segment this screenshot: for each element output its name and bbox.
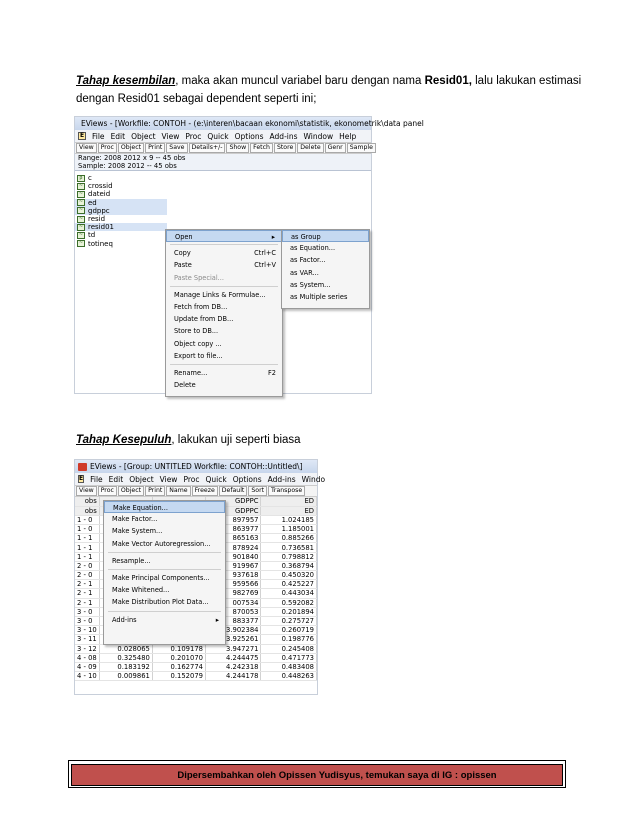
table-cell[interactable]: 0.109178 — [152, 644, 205, 653]
toolbar-print-button[interactable]: Print — [145, 486, 165, 496]
table-cell[interactable]: 937618 — [205, 571, 261, 580]
table-cell[interactable]: 897957 — [205, 515, 261, 524]
menu-item-label: Object copy ... — [174, 339, 222, 348]
table-cell[interactable]: 0.152079 — [152, 672, 205, 681]
table-cell[interactable]: 0.201070 — [152, 653, 205, 662]
object-item-c[interactable] — [75, 174, 167, 182]
table-cell[interactable]: 0.183192 — [99, 662, 152, 671]
footer-band — [71, 764, 563, 786]
object-name: dateid — [88, 190, 111, 199]
menu-bar — [75, 130, 371, 142]
menu-view[interactable]: View — [159, 474, 178, 484]
submenu-item-as-factor[interactable] — [282, 254, 369, 266]
proc-item-label: Make Factor... — [112, 515, 158, 524]
object-name: totineq — [88, 239, 113, 248]
group-window-title: EViews - [Group: UNTITLED Workfile: CONTOH::Untitled\] — [90, 462, 303, 471]
table-cell[interactable]: 883377 — [205, 616, 261, 625]
menu-item-rename[interactable] — [166, 367, 282, 379]
toolbar-sort-button[interactable]: Sort — [248, 486, 267, 496]
proc-item-label: Make Vector Autoregression... — [112, 539, 211, 548]
submenu-item-as-equation[interactable] — [282, 242, 369, 254]
table-row — [75, 672, 317, 681]
menu-addins[interactable]: Add-ins — [269, 131, 298, 141]
object-name: resid — [88, 215, 106, 224]
proc-item-label: Make Principal Components... — [112, 573, 210, 582]
table-cell[interactable]: 0.245408 — [261, 644, 317, 653]
menu-item-manage-links-formulae[interactable] — [166, 289, 282, 301]
table-cell[interactable]: 0.198776 — [261, 635, 317, 644]
toolbar-view-button[interactable]: View — [76, 486, 97, 496]
open-submenu — [281, 229, 370, 309]
footer-text: Dipersembahkan oleh Opissen Yudisyus, temukan saya di IG : opissen — [177, 770, 497, 781]
submenu-label: as VAR... — [290, 268, 319, 277]
menu-proc[interactable]: Proc — [185, 131, 202, 141]
menu-separator — [108, 552, 221, 553]
object-item-crossid[interactable] — [75, 182, 167, 190]
object-item-gdppc[interactable] — [75, 207, 167, 215]
proc-menu — [103, 500, 226, 645]
submenu-item-as-system[interactable] — [282, 279, 369, 291]
toolbar-object-button[interactable]: Object — [118, 486, 144, 496]
series-icon: ~ — [78, 215, 84, 222]
menu-item-shortcut: Ctrl+C — [254, 249, 276, 258]
table-row — [75, 653, 317, 662]
table-cell[interactable]: 0.425227 — [261, 580, 317, 589]
table-cell[interactable]: 0.275727 — [261, 616, 317, 625]
table-cell[interactable]: 007534 — [205, 598, 261, 607]
menu-item-open[interactable] — [166, 230, 282, 242]
proc-item-make-equation[interactable] — [104, 501, 225, 513]
table-cell[interactable]: 870053 — [205, 607, 261, 616]
object-item-resid[interactable] — [75, 215, 167, 223]
proc-item-make-whitened[interactable] — [104, 584, 225, 596]
table-cell[interactable]: 0.448263 — [261, 672, 317, 681]
object-item-td[interactable] — [75, 231, 167, 239]
proc-item-make-system[interactable] — [104, 525, 225, 537]
toolbar-view-button[interactable]: View — [76, 143, 97, 153]
toolbar-fetch-button[interactable]: Fetch — [250, 143, 273, 153]
row-label[interactable]: 2 - 0 — [75, 571, 99, 580]
table-cell[interactable]: 4.244178 — [205, 672, 261, 681]
row-label[interactable]: 4 - 10 — [75, 672, 99, 681]
menu-windo[interactable]: Windo — [301, 474, 326, 484]
toolbar-sample-button[interactable]: Sample — [347, 143, 376, 153]
menu-separator — [108, 569, 221, 570]
column-header[interactable]: obs — [75, 506, 99, 515]
menu-separator — [170, 286, 278, 287]
eviews-workfile-screenshot — [74, 116, 424, 394]
table-cell[interactable]: 0.162774 — [152, 662, 205, 671]
submenu-item-as-var[interactable] — [282, 267, 369, 279]
proc-item-add-ins[interactable] — [104, 614, 225, 626]
proc-item-label: Make System... — [112, 527, 163, 536]
object-list — [75, 174, 167, 248]
toolbar-transpose-button[interactable]: Transpose — [268, 486, 305, 496]
proc-item-make-vector-autoregression[interactable] — [104, 538, 225, 550]
menu-quick[interactable]: Quick — [205, 474, 227, 484]
menu-item-label: Open — [175, 233, 193, 241]
object-context-menu — [165, 229, 283, 397]
menu-options[interactable]: Options — [234, 131, 264, 141]
column-header[interactable]: GDPPC — [205, 506, 261, 515]
submenu-label: as Equation... — [290, 244, 336, 253]
series-icon: ~ — [78, 191, 84, 197]
group-toolbar — [75, 485, 317, 497]
object-name: crossid — [88, 182, 113, 191]
series-icon: ~ — [78, 207, 84, 214]
menu-file[interactable]: File — [90, 474, 103, 484]
group-menu-bar — [75, 473, 326, 485]
table-cell[interactable]: 0.260719 — [261, 626, 317, 635]
series-icon: ~ — [78, 199, 84, 206]
table-cell[interactable]: 0.201894 — [261, 607, 317, 616]
range-text: Range: 2008 2012 x 9 -- 45 obs — [78, 154, 186, 162]
series-icon: ~ — [78, 240, 84, 247]
table-cell[interactable]: 0.368794 — [261, 561, 317, 570]
menu-item-export-to-file[interactable] — [166, 350, 282, 362]
submenu-label: as Multiple series — [290, 292, 348, 301]
step9-text-b: lalu lakukan estimasi — [471, 75, 582, 87]
row-label[interactable]: 2 - 1 — [75, 580, 99, 589]
window-title: EViews - [Workfile: CONTOH - (e:\interen\bacaan ekonomi\statistik, ekonometrik\data panel — [81, 119, 424, 128]
window-titlebar — [75, 117, 424, 130]
object-item-dateid[interactable] — [75, 190, 167, 198]
proc-item-make-factor[interactable] — [104, 513, 225, 525]
column-header[interactable]: obs — [75, 497, 99, 506]
toolbar-default-button[interactable]: Default — [219, 486, 248, 496]
menu-item-label: Paste — [174, 261, 192, 270]
table-cell[interactable]: 0.443034 — [261, 589, 317, 598]
column-header[interactable]: ED — [261, 506, 317, 515]
menu-separator — [170, 364, 278, 365]
table-cell[interactable]: 982769 — [205, 589, 261, 598]
toolbar-delete-button[interactable]: Delete — [297, 143, 323, 153]
step9-paragraph — [76, 72, 581, 108]
row-label[interactable]: 1 - 0 — [75, 525, 99, 534]
object-item-resid01[interactable] — [75, 223, 167, 231]
table-cell[interactable]: 0.885266 — [261, 534, 317, 543]
menu-item-store-to-db[interactable] — [166, 325, 282, 337]
row-label[interactable]: 1 - 1 — [75, 552, 99, 561]
table-cell[interactable]: 863977 — [205, 525, 261, 534]
step9-text-a: , maka akan muncul variabel baru dengan nama — [175, 75, 425, 87]
table-row — [75, 662, 317, 671]
menu-addins[interactable]: Add-ins — [267, 474, 296, 484]
workfile-icon: E — [79, 132, 85, 139]
row-label[interactable]: 3 - 11 — [75, 635, 99, 644]
menu-separator — [170, 244, 278, 245]
submenu-label: as Group — [291, 233, 321, 241]
eviews-group-screenshot — [74, 459, 326, 695]
menu-item-shortcut: ▸ — [271, 233, 275, 241]
menu-help[interactable]: Help — [339, 131, 357, 141]
menu-file[interactable]: File — [92, 131, 105, 141]
menu-object[interactable]: Object — [129, 474, 154, 484]
menu-item-label: Paste Special... — [174, 273, 224, 282]
object-item-ed[interactable] — [75, 199, 167, 207]
table-cell[interactable]: 0.736581 — [261, 543, 317, 552]
toolbar-store-button[interactable]: Store — [274, 143, 296, 153]
table-cell[interactable]: 865163 — [205, 534, 261, 543]
table-cell[interactable]: 901840 — [205, 552, 261, 561]
row-label[interactable]: 2 - 0 — [75, 561, 99, 570]
coef-icon: β — [77, 175, 85, 182]
series-icon: ~ — [78, 223, 84, 230]
toolbar-freeze-button[interactable]: Freeze — [192, 486, 218, 496]
row-label[interactable]: 1 - 1 — [75, 543, 99, 552]
row-label[interactable]: 2 - 1 — [75, 589, 99, 598]
row-label[interactable]: 3 - 0 — [75, 616, 99, 625]
step9-lead: Tahap kesembilan — [76, 75, 176, 87]
proc-item-label: Make Equation... — [113, 504, 168, 512]
menu-item-delete[interactable] — [166, 379, 282, 391]
table-cell[interactable]: 3.947271 — [205, 644, 261, 653]
page-footer — [68, 760, 566, 788]
menu-edit[interactable]: Edit — [108, 474, 124, 484]
menu-item-shortcut: F2 — [268, 368, 276, 377]
toolbar-object-button[interactable]: Object — [118, 143, 144, 153]
toolbar-genr-button[interactable]: Genr — [325, 143, 346, 153]
proc-item-label: Make Whitened... — [112, 586, 170, 595]
menu-item-shortcut: Ctrl+V — [254, 261, 276, 270]
toolbar-save-button[interactable]: Save — [166, 143, 187, 153]
proc-item-label: Resample... — [112, 556, 151, 565]
chevron-right-icon: ▸ — [215, 615, 219, 624]
toolbar-show-button[interactable]: Show — [226, 143, 249, 153]
submenu-label: as System... — [290, 280, 331, 289]
menu-window[interactable]: Window — [303, 131, 334, 141]
series-icon: ~ — [78, 232, 84, 239]
menu-item-label: Rename... — [174, 368, 208, 377]
submenu-label: as Factor... — [290, 256, 326, 265]
menu-object[interactable]: Object — [131, 131, 156, 141]
group-window-icon: E — [79, 475, 84, 482]
menu-item-update-from-db[interactable] — [166, 313, 282, 325]
menu-item-label: Update from DB... — [174, 315, 234, 324]
toolbar-details-button[interactable]: Details+/- — [189, 143, 226, 153]
menu-item-label: Fetch from DB... — [174, 302, 228, 311]
object-name: gdppc — [88, 206, 110, 215]
step10-paragraph — [76, 431, 301, 449]
table-cell[interactable]: 0.798812 — [261, 552, 317, 561]
proc-item-label: Make Distribution Plot Data... — [112, 598, 209, 607]
menu-options[interactable]: Options — [232, 474, 262, 484]
table-cell[interactable]: 1.185001 — [261, 525, 317, 534]
row-label[interactable]: 1 - 1 — [75, 534, 99, 543]
proc-item-resample[interactable] — [104, 555, 225, 567]
toolbar-name-button[interactable]: Name — [166, 486, 190, 496]
submenu-item-as-group[interactable] — [282, 230, 369, 242]
table-cell[interactable]: 4.244475 — [205, 653, 261, 662]
toolbar-proc-button[interactable]: Proc — [98, 486, 117, 496]
menu-item-label: Manage Links & Formulae... — [174, 290, 266, 299]
submenu-item-as-multiple-series[interactable] — [282, 291, 369, 303]
workfile-info — [75, 154, 371, 171]
table-cell[interactable]: 0.592082 — [261, 598, 317, 607]
object-item-totineq[interactable] — [75, 240, 167, 248]
object-name: ed — [88, 198, 97, 207]
menu-item-paste[interactable] — [166, 259, 282, 271]
step10-text: , lakukan uji seperti biasa — [171, 434, 301, 446]
object-name: resid01 — [88, 223, 114, 232]
toolbar-print-button[interactable]: Print — [145, 143, 165, 153]
menu-separator — [108, 611, 221, 612]
table-cell[interactable]: 4.242318 — [205, 662, 261, 671]
toolbar-proc-button[interactable]: Proc — [98, 143, 117, 153]
menu-view[interactable]: View — [161, 131, 180, 141]
table-cell[interactable]: 0.450320 — [261, 571, 317, 580]
object-name: c — [88, 174, 92, 182]
table-cell[interactable]: 0.483408 — [261, 662, 317, 671]
row-label[interactable]: 3 - 10 — [75, 626, 99, 635]
series-icon: ~ — [78, 182, 84, 189]
sample-text: Sample: 2008 2012 -- 45 obs — [78, 162, 177, 170]
proc-item-make-distribution-plot-data[interactable] — [104, 596, 225, 608]
proc-item-make-principal-components[interactable] — [104, 572, 225, 584]
step10-lead: Tahap Kesepuluh — [76, 434, 172, 446]
menu-item-label: Delete — [174, 381, 196, 390]
object-name: td — [88, 231, 96, 240]
table-row — [75, 644, 317, 653]
table-cell[interactable]: 959566 — [205, 580, 261, 589]
eviews-app-icon — [78, 463, 87, 471]
menu-item-label: Store to DB... — [174, 327, 219, 336]
menu-item-object-copy[interactable] — [166, 338, 282, 350]
menu-item-fetch-from-db[interactable] — [166, 301, 282, 313]
table-cell[interactable]: 3.925261 — [205, 635, 261, 644]
row-label[interactable]: 2 - 1 — [75, 598, 99, 607]
step9-bold: Resid01, — [424, 75, 472, 87]
row-label[interactable]: 4 - 09 — [75, 662, 99, 671]
table-cell[interactable]: 3.902384 — [205, 626, 261, 635]
group-window-titlebar — [75, 460, 317, 473]
column-header[interactable]: ED — [261, 497, 317, 506]
column-header[interactable]: GDPPC — [205, 497, 261, 506]
step9-line2: dengan Resid01 sebagai dependent seperti ini; — [76, 93, 317, 105]
row-label[interactable]: 3 - 12 — [75, 644, 99, 653]
table-cell[interactable]: 1.024185 — [261, 515, 317, 524]
menu-item-label: Export to file... — [174, 351, 223, 360]
proc-item-label: Add-ins — [112, 615, 137, 624]
menu-item-label: Copy — [174, 249, 191, 258]
menu-item-paste-special[interactable] — [166, 272, 282, 284]
row-label[interactable]: 1 - 0 — [75, 515, 99, 524]
menu-quick[interactable]: Quick — [207, 131, 229, 141]
menu-proc[interactable]: Proc — [183, 474, 200, 484]
table-cell[interactable]: 0.471773 — [261, 653, 317, 662]
table-cell[interactable]: 0.009861 — [99, 672, 152, 681]
table-cell[interactable]: 0.028065 — [99, 644, 152, 653]
menu-item-copy[interactable] — [166, 247, 282, 259]
workfile-toolbar — [75, 142, 371, 154]
table-cell[interactable]: 0.325480 — [99, 653, 152, 662]
table-cell[interactable]: 878924 — [205, 543, 261, 552]
row-label[interactable]: 3 - 0 — [75, 607, 99, 616]
table-cell[interactable]: 919967 — [205, 561, 261, 570]
row-label[interactable]: 4 - 08 — [75, 653, 99, 662]
menu-edit[interactable]: Edit — [110, 131, 126, 141]
